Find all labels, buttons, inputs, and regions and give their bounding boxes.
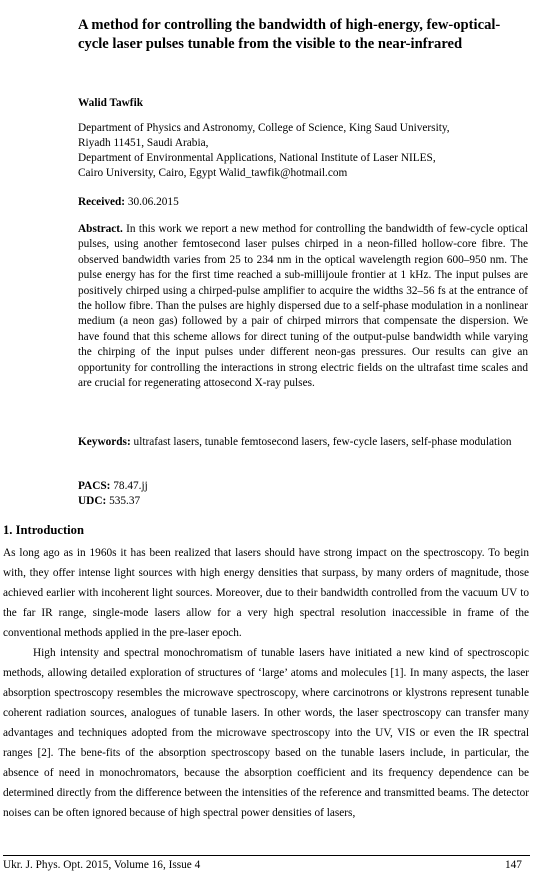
received-label: Received: — [78, 196, 126, 208]
keywords-block — [78, 435, 528, 450]
affiliation-line: Department of Physics and Astronomy, College of Science, King Saud University, — [78, 122, 450, 134]
udc-value: 535.37 — [109, 495, 141, 507]
keywords-text: ultrafast lasers, tunable femtosecond lasers, few-cycle lasers, self-phase modulation — [133, 436, 512, 448]
pacs-value: 78.47.jj — [113, 480, 148, 492]
body-paragraph: High intensity and spectral monochromatism of tunable lasers have initiated a new kind of spectroscopic methods, allowing detailed exploration of structures of ‘large’ atoms and molecules [1]. In many aspects, the laser absorption spectroscopy resembles the microwave spectroscopy, where carcinotrons or klystrons represent tunable coherent radiation sources, analogues of tunable lasers. In other words, the laser spectroscopy can transfer many advantages and techniques adopted from the microwave spectroscopy into the UV, VIS or even the IR spectral ranges [2]. The bene-fits of the absorption spectroscopy based on the tunable lasers include, in particular, the absence of need in monochromators, because the absorption coefficient and its frequency dependence can be determined directly from the difference between the intensities of the reference and transmitted beams. The detector noises can be often ignored because of high spectral power densities of lasers, — [3, 647, 529, 819]
abstract-block — [78, 222, 528, 391]
page-number: 147 — [505, 859, 522, 871]
section-body — [3, 543, 529, 823]
footer-divider — [3, 855, 530, 856]
received-date — [78, 196, 179, 208]
paper-title: A method for controlling the bandwidth of high-energy, few-optical-cycle laser pulses tunable from the visible to the near-infrared — [78, 17, 501, 52]
journal-citation: Ukr. J. Phys. Opt. 2015, Volume 16, Issue 4 — [3, 859, 201, 871]
received-value: 30.06.2015 — [127, 196, 179, 208]
author-name: Walid Tawfik — [78, 97, 143, 109]
udc-label: UDC: — [78, 495, 107, 507]
section-heading: 1. Introduction — [3, 523, 84, 537]
abstract-label: Abstract. — [78, 223, 123, 235]
affiliation-block — [78, 121, 528, 181]
pacs-label: PACS: — [78, 480, 111, 492]
affiliation-line: Cairo University, Cairo, Egypt Walid_tawfik@hotmail.com — [78, 167, 348, 179]
keywords-label: Keywords: — [78, 436, 131, 448]
affiliation-line: Riyadh 11451, Saudi Arabia, — [78, 137, 209, 149]
pacs-line — [78, 479, 148, 494]
body-paragraph: As long ago as in 1960s it has been realized that lasers should have strong impact on the spectroscopy. To begin with, they offer intense light sources with high energy densities that surpass, by many orders of magnitude, those achieved earlier with incoherent light sources. Moreover, due to their bandwidth controlled from the vacuum UV to the far IR range, single-mode lasers allow for a very high spectral resolution inaccessible in frame of the conventional methods applied in the pre-laser epoch. — [3, 547, 529, 639]
abstract-text: In this work we report a new method for controlling the bandwidth of few-cycle optical pulses, using another femtosecond laser pulses chirped in a neon-filled hollow-core fibre. The observed bandwidth varies from 25 to 234 nm in the optical wavelength region 600–950 nm. The pulse energy has for the first time reached a sub-millijoule frontier at 1 kHz. The input pulses are positively chirped using a chirped-pulse amplifier to acquire the widths 32–56 fs at the entrance of the hollow fibre. Than the pulses are highly dispersed due to a self-phase modulation in a nonlinear medium (a neon gas) followed by a pair of chirped mirrors that compensate the dispersion. We have found that this scheme allows for direct tuning of the output-pulse bandwidth while varying the chirping of the input pulses under different neon-gas pressures. Our results can give an opportunity for controlling the interactions in strong electric fields on the ultrafast time scales and are crucial for regenerating attosecond X-ray pulses. — [78, 223, 528, 390]
affiliation-line: Department of Environmental Applications, National Institute of Laser NILES, — [78, 152, 436, 164]
udc-line — [78, 494, 140, 509]
